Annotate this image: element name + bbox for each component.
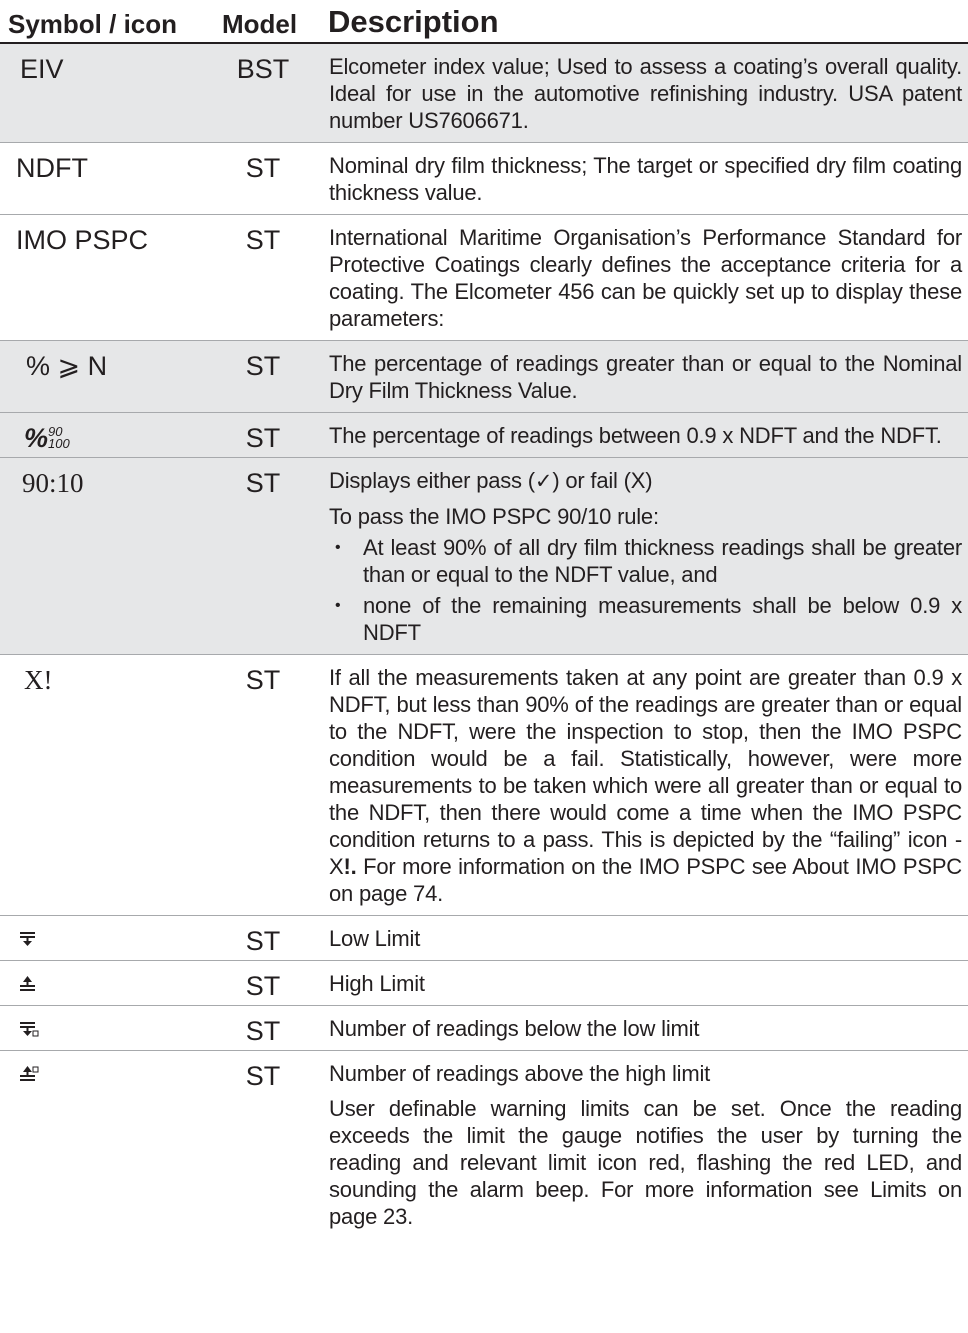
description-cell [329,916,962,960]
table-row [0,341,968,413]
header-description: Description [328,4,499,39]
description-cell [329,341,962,412]
symbol-sub: 100 [48,436,70,451]
symbol-percent-90-100 [24,422,70,454]
low-limit-icon [18,930,38,948]
description-text [329,467,962,495]
model-cell: ST [245,153,281,183]
failing-explanation: If all the measurements taken at any point are greater than 0.9 x NDFT, but less than 90% of the readings are greater than or equal to the NDFT, were the inspection to stop, then the IMO PSPC condition would be a fail. Statistically, however, were more measurements to be taken which were all greater than or equal to the NDFT, then there would come a time when the IMO PSPC condition returns to a pass. This is depicted by the “failing” icon - X [329,665,962,879]
description-text: Low Limit [329,926,421,951]
failing-icon-text: !. [343,854,357,879]
table-row [0,458,968,655]
imo-pspc-reference: For more information on the IMO PSPC see About IMO PSPC on page 74. [329,854,962,906]
model-cell: BST [236,54,290,84]
list-item: • none of the remaining measurements shall be below 0.9 x NDFT [329,592,962,646]
table-row [0,961,968,1006]
symbol-imo-pspc: IMO PSPC [16,225,149,255]
description-cell [329,413,962,457]
description-text [329,664,962,907]
model-cell: ST [245,1016,281,1046]
model-cell: ST [245,971,281,1001]
table-row [0,655,968,916]
table-row [0,1006,968,1051]
description-cell [329,655,962,915]
symbol-eiv: EIV [20,54,64,84]
description-cell [329,1051,962,1238]
description-cell [329,143,962,214]
model-cell: ST [245,1061,281,1091]
table-row [0,413,968,458]
table-row [0,44,968,143]
rule-list [329,534,962,646]
fail-text: ) or fail (X) [552,468,653,493]
symbol-sup: 90 [48,424,63,439]
list-item: • At least 90% of all dry film thickness readings shall be greater than or equal to the NDFT value, and [329,534,962,588]
description-text: Elcometer index value; Used to assess a coating’s overall quality. Ideal for use in the automotive refinishing industry. USA patent number US7606671. [329,54,962,133]
description-text: The percentage of readings between 0.9 x NDFT and the NDFT. [329,423,942,448]
description-text: The percentage of readings greater than or equal to the Nominal Dry Film Thickness Value. [329,351,962,403]
description-text: International Maritime Organisation’s Performance Standard for Protective Coatings clearly defines the acceptance criteria for a coating. The Elcometer 456 can be quickly set up to display these parameters: [329,225,962,331]
high-limit-icon [18,975,38,993]
description-cell [329,44,962,142]
symbol-percent-ge-n: % ⩾ N [26,351,108,381]
description-text: Number of readings below the low limit [329,1016,700,1041]
model-cell: ST [245,225,281,255]
model-cell: ST [245,926,281,956]
model-cell: ST [245,351,281,381]
pass-text: Displays either pass ( [329,468,535,493]
description-cell [329,215,962,340]
limits-explanation: User definable warning limits can be set. Once the reading exceeds the limit the gauge notifies the user by turning the reading and relevant limit icon red, flashing the red LED, and sounding the alarm beep. For more information see Limits on page 23. [329,1096,962,1229]
symbol-ndft: NDFT [16,153,88,183]
description-text: Number of readings above the high limit [329,1061,711,1086]
symbol-failing: X! [24,665,53,695]
table-row [0,215,968,341]
model-cell: ST [245,423,281,453]
description-text: High Limit [329,971,425,996]
symbol-percent: % [24,423,49,453]
check-icon: ✓ [534,469,553,493]
table-row [0,916,968,961]
model-cell: ST [245,665,281,695]
symbol-90-10: 90:10 [22,468,84,498]
high-limit-count-icon [18,1065,40,1083]
description-text: Nominal dry film thickness; The target or specified dry film coating thickness value. [329,153,962,205]
table-header [0,0,968,44]
description-cell [329,961,962,1005]
table-row [0,143,968,215]
table-row [0,1051,968,1238]
model-cell: ST [245,468,281,498]
header-model: Model [222,9,298,39]
low-limit-count-icon [18,1020,40,1038]
header-symbol: Symbol / icon [8,9,178,39]
description-cell [329,458,962,654]
rule-intro: To pass the IMO PSPC 90/10 rule: [329,504,659,529]
description-cell [329,1006,962,1050]
